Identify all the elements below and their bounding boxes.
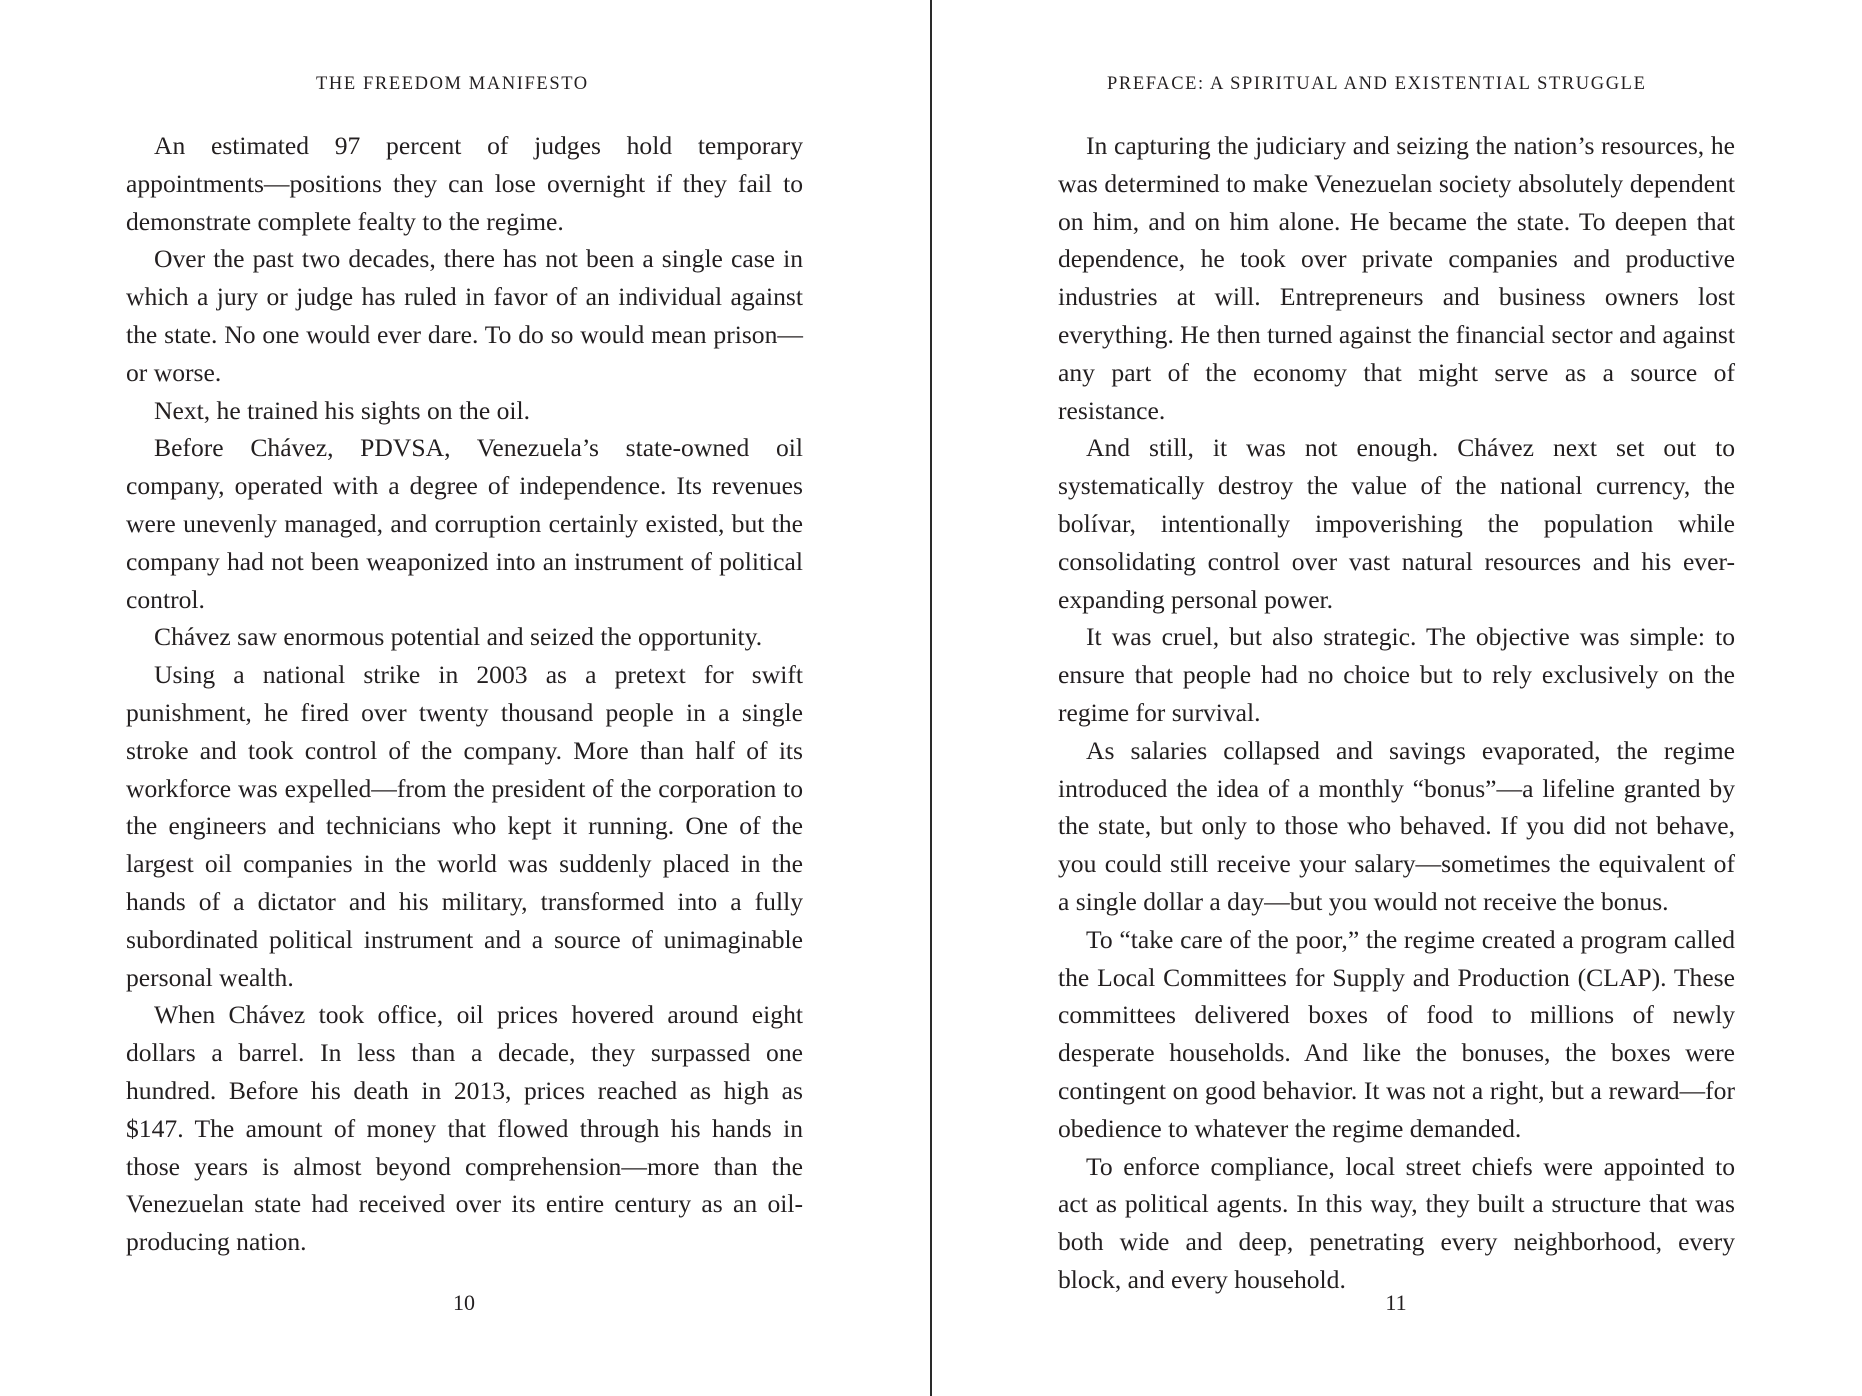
body-text <box>1058 127 1735 1299</box>
paragraph: As salaries collapsed and savings evaporated, the regime introduced the idea of a monthly “bonus”—a lifeline granted by the state, but only to those who behaved. If you did not behave, you could still receive your salary—sometimes the equivalent of a single dollar a day—but you would not receive the bonus. <box>1058 735 1735 916</box>
left-page <box>0 0 930 1396</box>
paragraph: An estimated 97 percent of judges hold temporary appointments—positions they can lose overnight if they fail to demonstrate complete fealty to the regime. <box>126 131 803 236</box>
paragraph: Chávez saw enormous potential and seized the opportunity. <box>154 622 763 652</box>
paragraph: Using a national strike in 2003 as a pretext for swift punishment, he fired over twenty thousand people in a single stroke and took control of the company. More than half of its workforce was expelled—from the president of the corporation to the engineers and technicians who kept it running. One of the largest oil companies in the world was suddenly placed in the hands of a dictator and his military, transformed into a fully subordinated political instrument and a source of unimaginable personal wealth. <box>126 660 803 992</box>
running-head: PREFACE: A SPIRITUAL AND EXISTENTIAL STRUGGLE <box>1107 74 1647 94</box>
body-text <box>126 127 803 1261</box>
paragraph: Over the past two decades, there has not been a single case in which a jury or judge has ruled in favor of an individual against the state. No one would ever dare. To do so would mean prison—or worse. <box>126 244 803 387</box>
paragraph: In capturing the judiciary and seizing the nation’s resources, he was determined to make Venezuelan society absolutely dependent on him, and on him alone. He became the state. To deepen that dependence, he took over private companies and productive industries at will. Entrepreneurs and business owners lost everything. He then turned against the financial sector and against any part of the economy that might serve as a source of resistance. <box>1058 131 1735 425</box>
paragraph: When Chávez took office, oil prices hovered around eight dollars a barrel. In less than a decade, they surpassed one hundred. Before his death in 2013, prices reached as high as $147. The amount of money that flowed through his hands in those years is almost beyond comprehension—more than the Venezuelan state had received over its entire century as an oil-producing nation. <box>126 1000 803 1257</box>
paragraph: To “take care of the poor,” the regime created a program called the Local Committees for Supply and Production (CLAP). These committees delivered boxes of food to millions of newly desperate households. And like the bonuses, the boxes were contingent on good behavior. It was not a right, but a reward—for obedience to whatever the regime demanded. <box>1058 924 1735 1143</box>
paragraph: To enforce compliance, local street chiefs were appointed to act as political agents. In this way, they built a structure that was both wide and deep, penetrating every neighborhood, every block, and every household. <box>1058 1151 1735 1294</box>
running-head: THE FREEDOM MANIFESTO <box>316 74 589 94</box>
paragraph: Before Chávez, PDVSA, Venezuela’s state-owned oil company, operated with a degree of independence. Its revenues were unevenly managed, and corruption certainly existed, but the company had not been weaponized into an instrument of political control. <box>126 433 803 614</box>
page-number: 11 <box>1385 1290 1407 1315</box>
paragraph: Next, he trained his sights on the oil. <box>154 395 531 425</box>
right-page <box>932 0 1862 1396</box>
paragraph: It was cruel, but also strategic. The objective was simple: to ensure that people had no choice but to rely exclusively on the regime for survival. <box>1058 622 1735 727</box>
page-number: 10 <box>453 1290 475 1315</box>
paragraph: And still, it was not enough. Chávez next set out to systematically destroy the value of the national currency, the bolívar, intentionally impoverishing the population while consolidating control over vast natural resources and his ever-expanding personal power. <box>1058 433 1735 614</box>
